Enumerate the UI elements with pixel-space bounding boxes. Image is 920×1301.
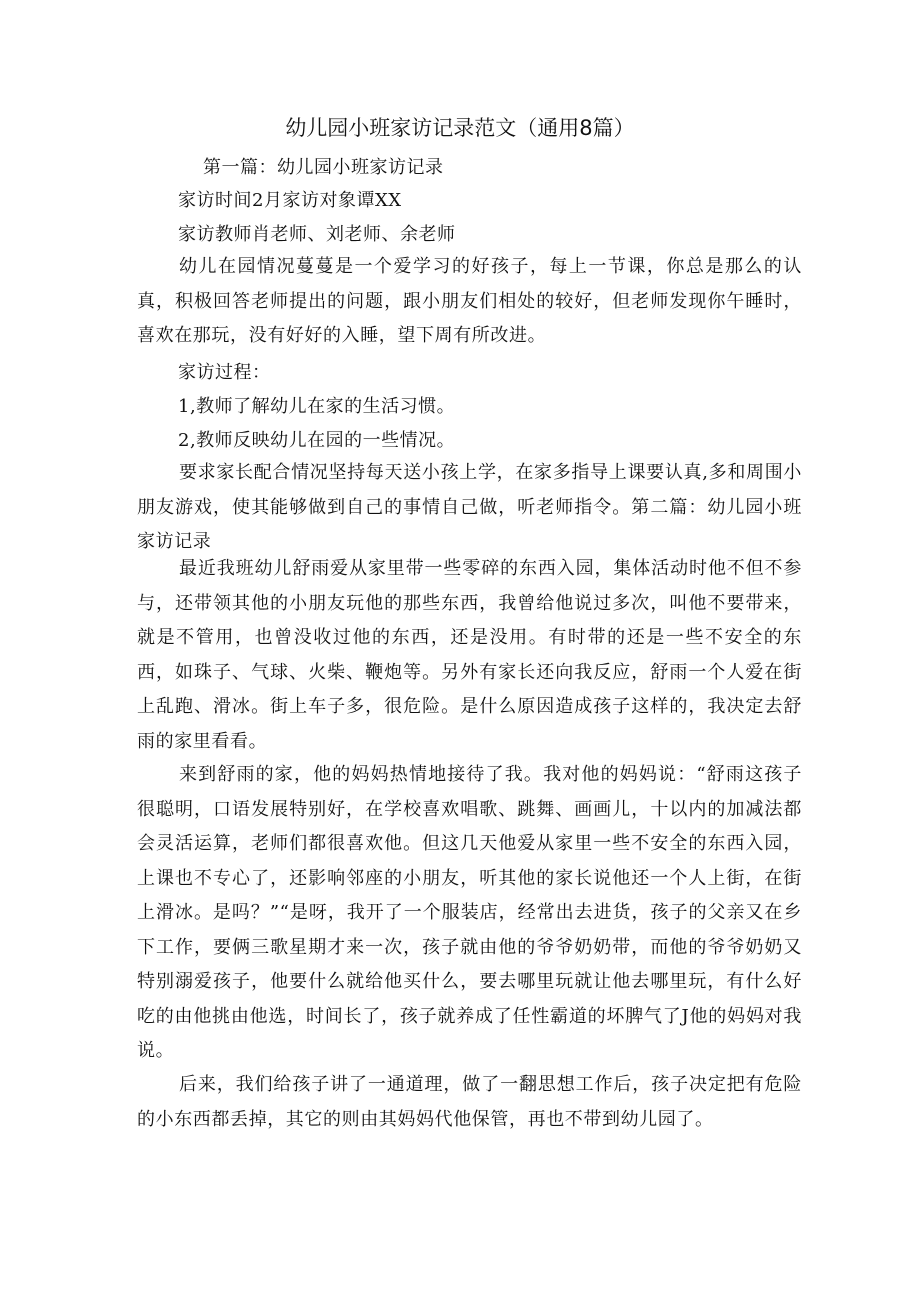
step-2: 2,教师反映幼儿在园的一些情况。 — [178, 430, 456, 451]
step-1: 1,教师了解幼儿在家的生活习惯。 — [178, 396, 456, 417]
visit-paragraph: 来到舒雨的家，他的妈妈热情地接待了我。我对他的妈妈说：“舒雨这孩子很聪明，口语发展特别好，在学校喜欢唱歌、跳舞、画画儿，十以内的加减法都会灵活运算，老师们都很喜欢他。但这几天他爱从家里一些不安全的东西入园，上课也不专心了，还影响邻座的小朋友，听其他的家长说他还一个人上街，在街上滑冰。是吗？”“是呀，我开了一个服装店，经常出去进货，孩子的父亲又在乡下工作，要俩三歌星期才来一次，孩子就由他的爷爷奶奶带，而他的爷爷奶奶又特别溺爱孩子，他要什么就给他买什么，要去哪里玩就让他去哪里玩，有什么好吃的由他挑由他选，时间长了，孩子就养成了任性霸道的坏脾气了J他的妈妈对我说。 — [137, 764, 802, 1061]
recent-paragraph: 最近我班幼儿舒雨爱从家里带一些零碎的东西入园，集体活动时他不但不参与，还带领其他的小朋友玩他的那些东西，我曾给他说过多次，叫他不要带来，就是不管用，也曾没收过他的东西，还是没用。有时带的还是一些不安全的东西，如珠子、气球、火柴、鞭炮等。另外有家长还向我反应，舒雨一个人爱在街上乱跑、滑冰。街上车子多，很危险。是什么原因造成孩子这样的，我决定去舒雨的家里看看。 — [137, 558, 802, 752]
visit-teachers-line: 家访教师肖老师、刘老师、余老师 — [178, 224, 456, 245]
later-paragraph: 后来，我们给孩子讲了一通道理，做了一翻思想工作后，孩子决定把有危险的小东西都丢掉，其它的则由其妈妈代他保管，再也不带到幼儿园了。 — [137, 1074, 802, 1130]
visit-time-line: 家访时间2月家访对象谭XX — [178, 190, 402, 211]
requirements-paragraph: 要求家长配合情况坚持每天送小孩上学，在家多指导上课要认真,多和周围小朋友游戏，使其能够做到自己的事情自己做，听老师指令。第二篇：幼儿园小班家访记录 — [137, 462, 802, 552]
situation-paragraph: 幼儿在园情况蔓蔓是一个爱学习的好孩子，每上一节课，你总是那么的认真，积极回答老师提出的问题，跟小朋友们相处的较好，但老师发现你午睡时，喜欢在那玩，没有好好的入睡，望下周有所改进。 — [137, 256, 802, 346]
process-label: 家访过程： — [178, 362, 271, 383]
section-heading: 第一篇：幼儿园小班家访记录 — [203, 157, 444, 178]
document-title: 幼儿园小班家访记录范文（通用8篇） — [285, 116, 635, 140]
